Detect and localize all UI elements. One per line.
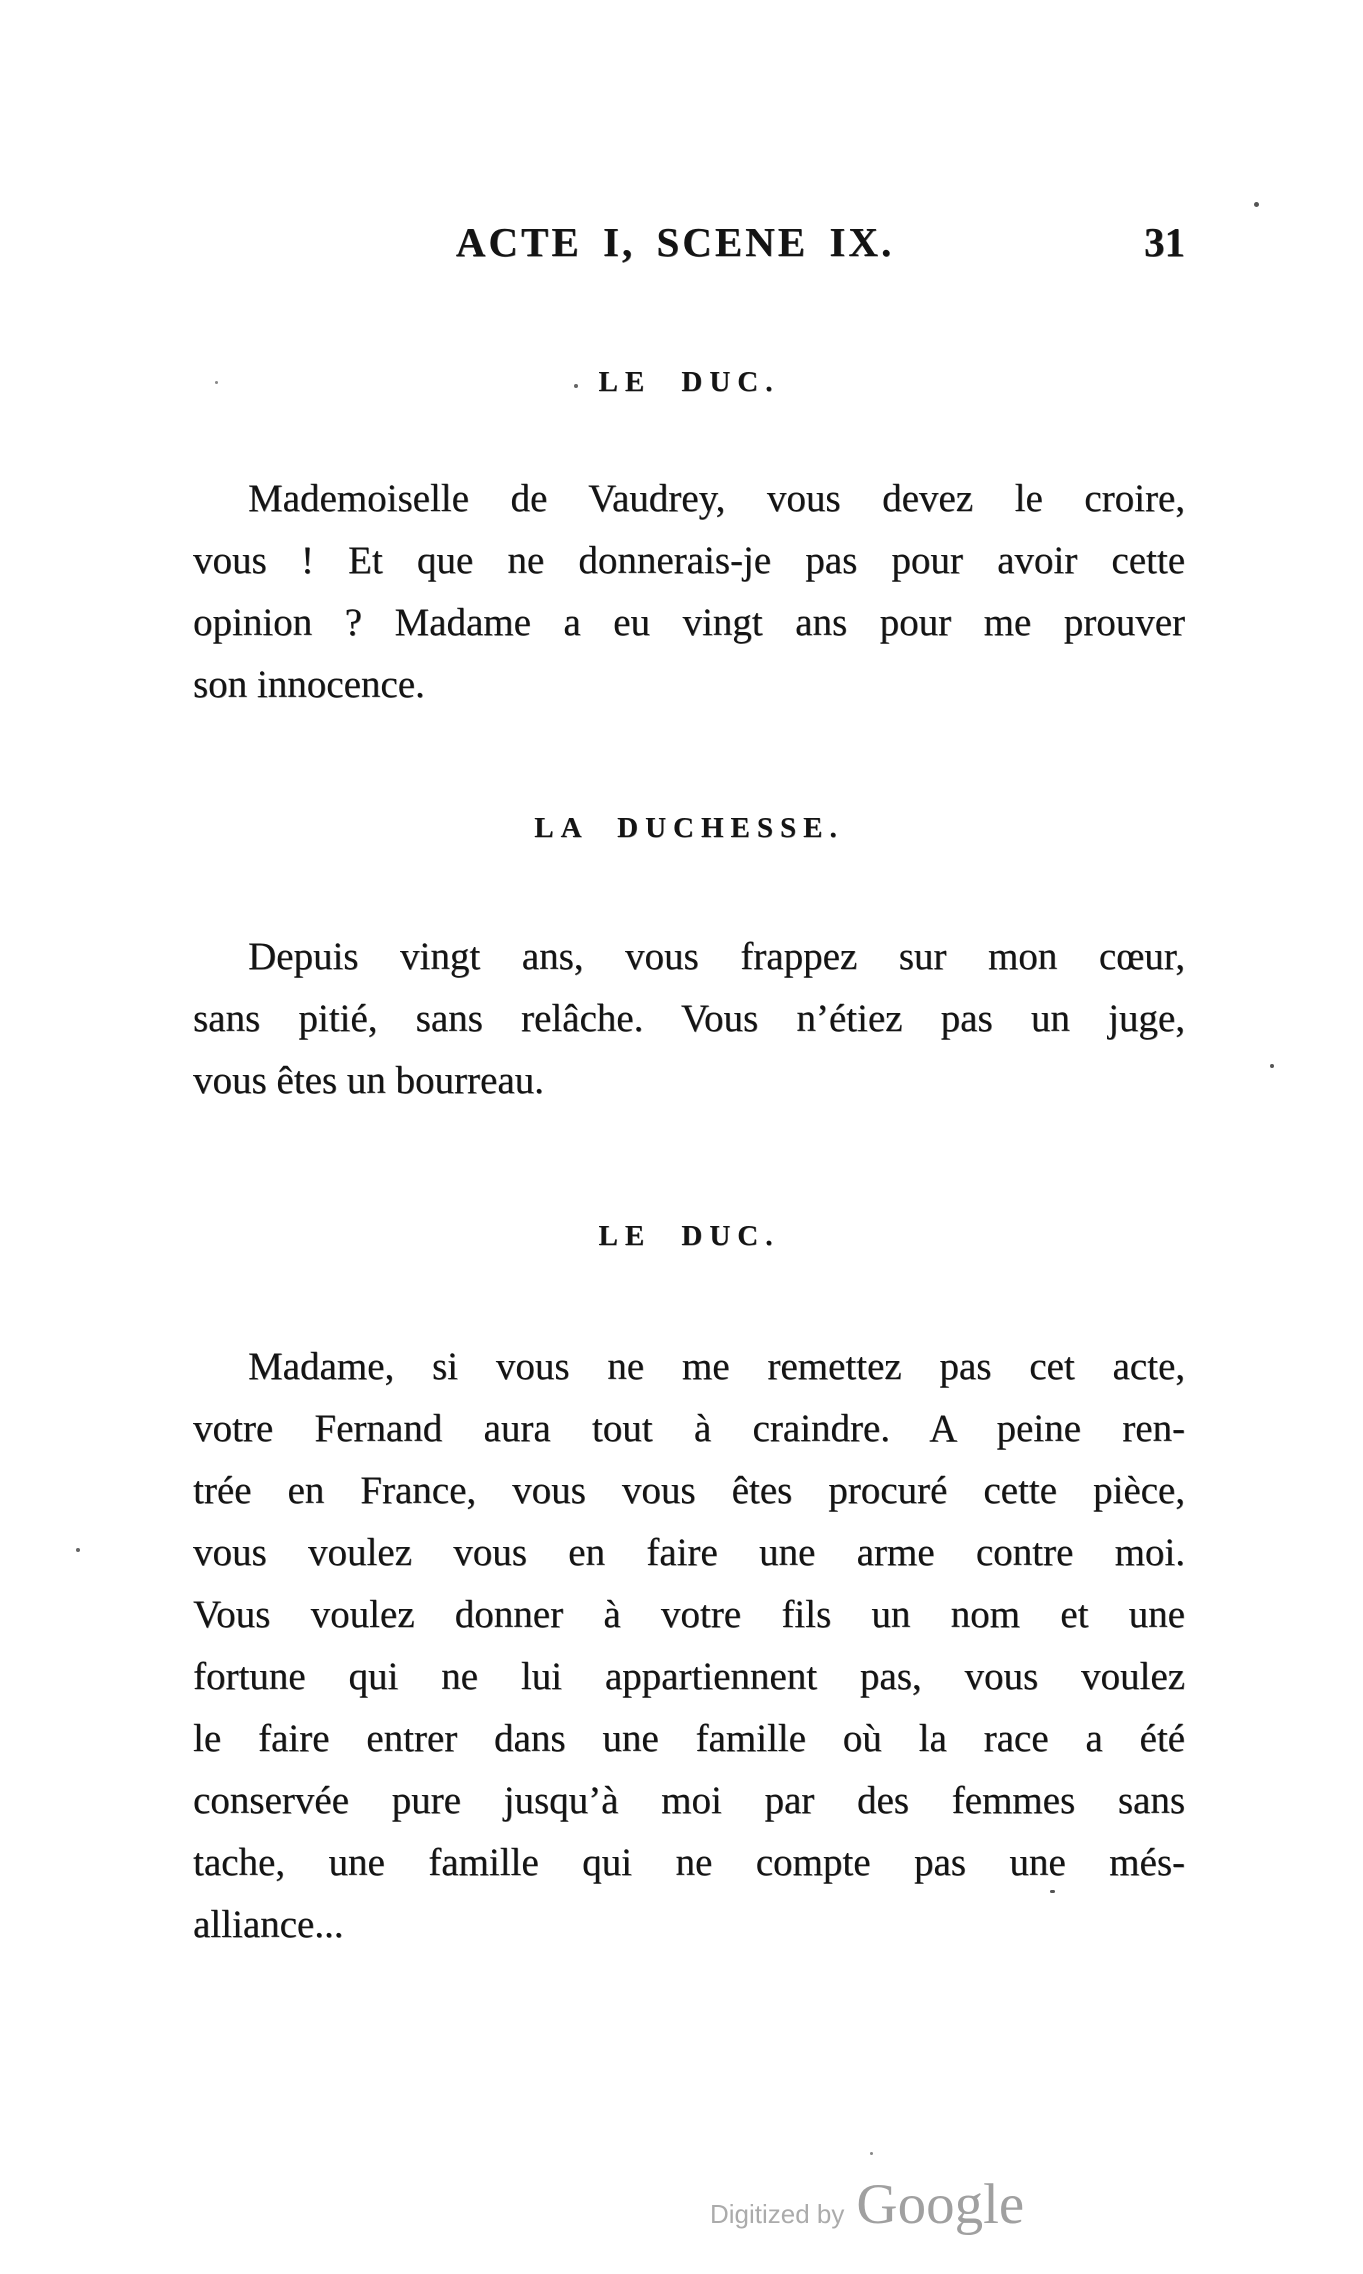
dialogue-line: trée en France, vous vous êtes procuré cette pièce,	[193, 1469, 1185, 1512]
dialogue-line: Vous voulez donner à votre fils un nom et une	[193, 1593, 1185, 1636]
speaker-heading-le-duc-1: LE DUC.	[598, 366, 780, 398]
page-header	[193, 218, 1185, 272]
dialogue-line: vous êtes un bourreau.	[193, 1059, 544, 1102]
ink-speck	[1270, 1064, 1274, 1068]
ink-speck	[215, 381, 218, 384]
dialogue-line: Madame, si vous ne me remettez pas cet acte,	[248, 1345, 1185, 1388]
speaker-heading-la-duchesse: LA DUCHESSE.	[534, 812, 844, 844]
dialogue-paragraph-3	[193, 1336, 1185, 1956]
page-number: 31	[1144, 219, 1185, 265]
dialogue-paragraph-2	[193, 926, 1185, 1112]
digitization-watermark	[710, 2172, 1024, 2237]
google-logo: Google	[856, 2173, 1025, 2236]
dialogue-line: son innocence.	[193, 663, 425, 706]
ink-speck	[1050, 1890, 1055, 1893]
ink-speck	[574, 384, 578, 388]
dialogue-line: opinion ? Madame a eu vingt ans pour me prouver	[193, 601, 1185, 644]
digitized-by-label: Digitized by	[710, 2199, 845, 2229]
ink-speck	[76, 1548, 80, 1552]
dialogue-line: conservée pure jusqu’à moi par des femmes sans	[193, 1779, 1185, 1822]
dialogue-line: alliance...	[193, 1903, 344, 1946]
dialogue-line: fortune qui ne lui appartiennent pas, vous voulez	[193, 1655, 1185, 1698]
dialogue-line: tache, une famille qui ne compte pas une més-	[193, 1841, 1185, 1884]
dialogue-line: Mademoiselle de Vaudrey, vous devez le croire,	[248, 477, 1185, 520]
dialogue-line: votre Fernand aura tout à craindre. A peine ren-	[193, 1407, 1185, 1450]
ink-speck	[870, 2152, 873, 2155]
dialogue-line: vous voulez vous en faire une arme contre moi.	[193, 1531, 1185, 1574]
ink-speck	[1254, 202, 1259, 207]
running-header-title: ACTE I, SCENE IX.	[455, 219, 895, 265]
dialogue-line: Depuis vingt ans, vous frappez sur mon cœur,	[248, 935, 1185, 978]
dialogue-line: sans pitié, sans relâche. Vous n’étiez pas un juge,	[193, 997, 1185, 1040]
speaker-heading-le-duc-2: LE DUC.	[598, 1220, 780, 1252]
dialogue-paragraph-1	[193, 468, 1185, 716]
dialogue-line: le faire entrer dans une famille où la race a été	[193, 1717, 1185, 1760]
dialogue-line: vous ! Et que ne donnerais-je pas pour avoir cette	[193, 539, 1185, 582]
